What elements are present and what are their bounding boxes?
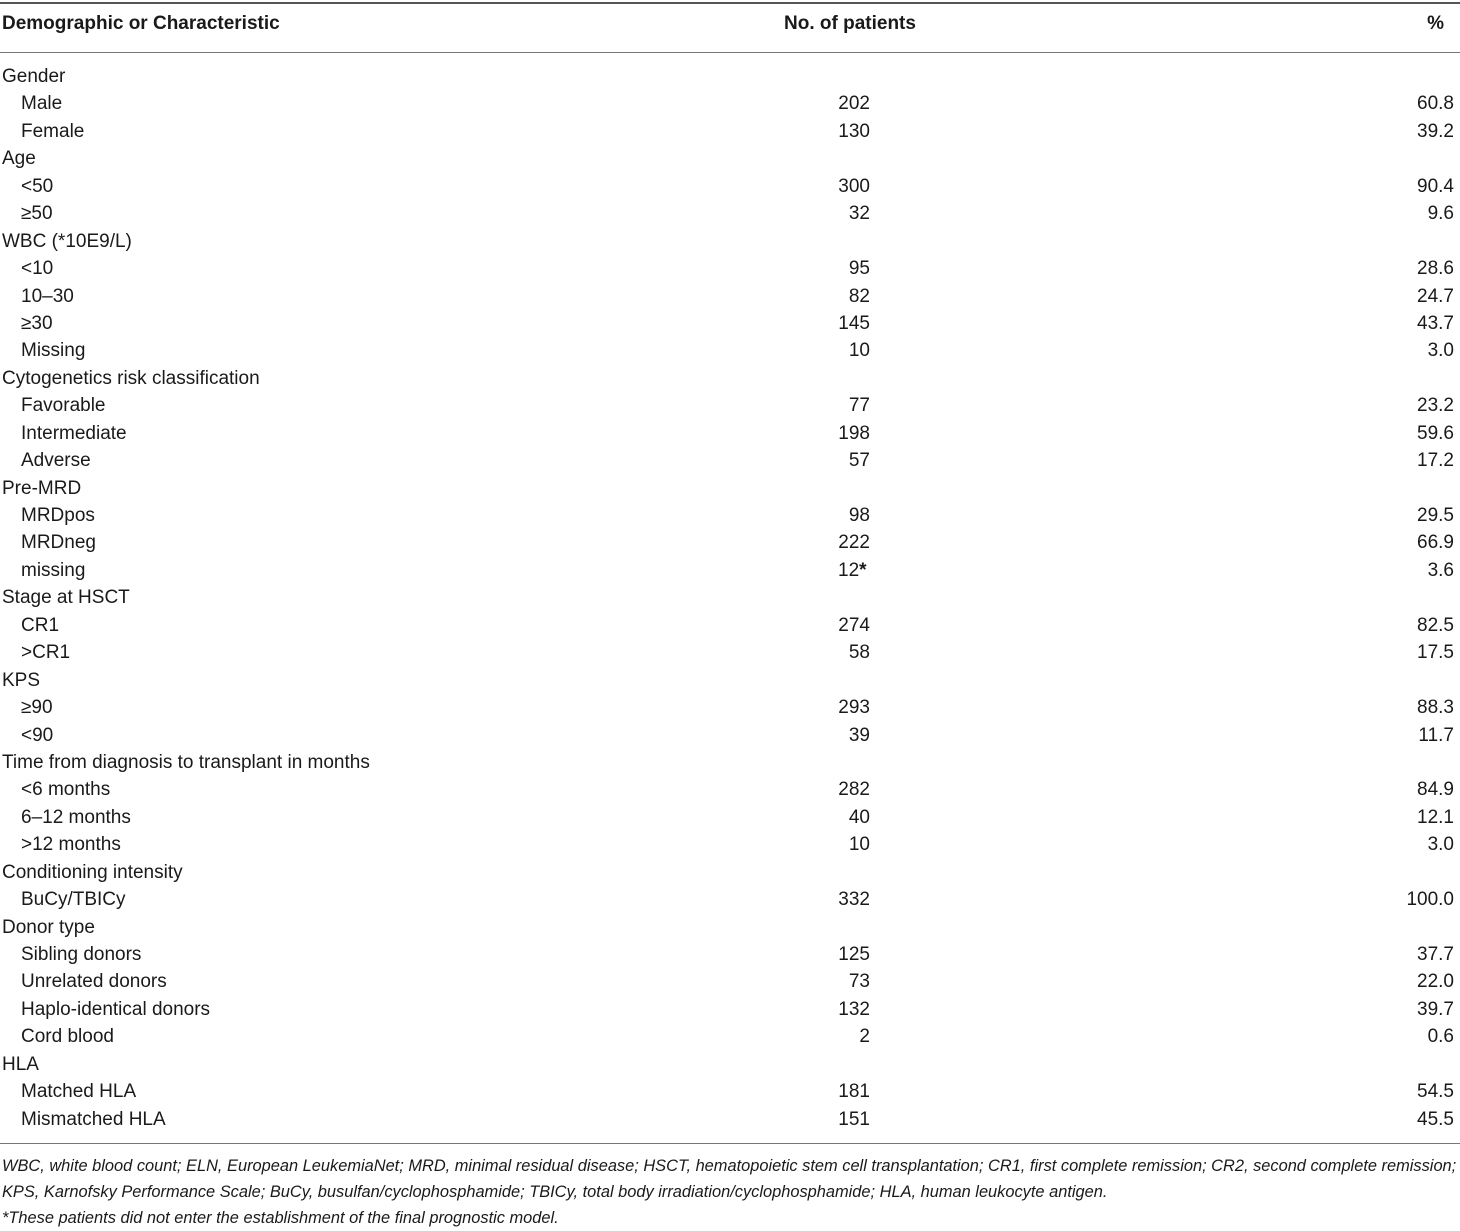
table-header-row [0,13,1460,41]
patients-cell [838,200,870,227]
row-label: missing [21,559,86,581]
row-label: ≥30 [21,312,53,334]
table-row [0,831,1460,858]
patients-cell [838,447,870,474]
group-label: Time from diagnosis to transplant in months [2,751,370,773]
table-row [0,804,1460,831]
percent-value: 54.5 [1417,1081,1454,1103]
table-group-row [0,365,1460,392]
patients-cell [838,1078,870,1105]
percent-value: 88.3 [1417,697,1454,719]
percent-value: 37.7 [1417,944,1454,965]
header-characteristic: Demographic or Characteristic [2,13,280,34]
patients-value: 58 [848,642,870,664]
percent-value: 23.2 [1417,395,1454,417]
table-group-row [0,584,1460,611]
patients-value: 10 [848,834,870,856]
patients-cell [838,557,880,584]
patients-cell [838,639,870,666]
patients-value: 10 [848,340,870,362]
table-row [0,996,1460,1023]
row-label: Male [21,93,63,115]
group-label: Pre-MRD [2,477,82,499]
table-row [0,118,1460,145]
table-row [0,529,1460,556]
table-row [0,200,1460,227]
row-label: ≥90 [21,697,53,719]
percent-value: 59.6 [1417,422,1454,444]
table-row [0,1023,1460,1050]
patients-cell [838,255,870,282]
table-group-row [0,145,1460,172]
patients-cell [838,776,870,803]
patients-value: 12 [838,559,860,581]
group-label: Gender [2,66,66,87]
group-label: KPS [2,669,41,691]
table-group-row [0,914,1460,941]
row-label: <10 [21,258,54,280]
percent-value: 39.7 [1417,998,1454,1020]
group-label: Donor type [2,916,95,938]
table-row [0,1106,1460,1133]
percent-value: 90.4 [1417,175,1454,197]
row-label: Female [21,120,85,142]
row-label: <90 [21,724,54,746]
table-row [0,612,1460,639]
percent-value: 43.7 [1417,312,1454,334]
table-row [0,968,1460,995]
row-label: Unrelated donors [21,971,167,993]
patients-cell [838,529,870,556]
row-label: 10–30 [21,285,74,307]
patients-value: 40 [848,806,870,828]
table-group-row [0,667,1460,694]
patients-cell [838,392,870,419]
table-bottom-rule [0,1143,1460,1144]
table-row [0,420,1460,447]
patients-cell [838,173,870,200]
row-label: Missing [21,340,86,362]
footnote-asterisk: *These patients did not enter the establishment of the final prognostic model. [2,1209,559,1227]
percent-value: 0.6 [1427,1026,1454,1048]
group-label: Conditioning intensity [2,861,183,883]
table-row [0,776,1460,803]
percent-value: 29.5 [1417,505,1454,526]
row-label: BuCy/TBICy [21,889,126,911]
percent-value: 45.5 [1417,1108,1454,1130]
percent-value: 24.7 [1417,285,1454,307]
row-label: >CR1 [21,642,71,664]
patients-value: 145 [838,312,870,334]
patients-cell [838,1106,870,1133]
patients-value: 98 [848,505,870,526]
patients-cell [838,90,870,117]
patients-cell [838,1023,870,1050]
table-row [0,283,1460,310]
group-label: Age [2,148,36,170]
patients-cell [838,337,870,364]
header-percent: % [1427,13,1444,34]
percent-value: 66.9 [1417,532,1454,554]
row-label: CR1 [21,614,60,636]
patients-value: 132 [838,998,870,1020]
table-row [0,722,1460,749]
percent-value: 3.0 [1427,340,1454,362]
patients-value: 151 [838,1108,870,1130]
table-row [0,310,1460,337]
patients-cell [838,968,870,995]
percent-value: 39.2 [1417,120,1454,142]
patients-cell [838,722,870,749]
patients-cell [838,694,870,721]
patients-value: 73 [848,971,870,993]
table-row [0,173,1460,200]
percent-value: 3.0 [1427,834,1454,856]
percent-value: 3.6 [1427,559,1454,581]
row-label: Favorable [21,395,106,417]
percent-value: 12.1 [1417,806,1454,828]
footnote-abbreviations: WBC, white blood count; ELN, European LeukemiaNet; MRD, minimal residual disease; HSCT, hematopoietic stem cell transplantation; CR1, first complete remission; CR2, second complete remission; KPS, Karnofsky Performance Scale; BuCy, busulfan/cyclophosphamide; TBICy, total body irradiation/cyclophosphamide; HLA, human leukocyte antigen. [2,1157,1457,1201]
row-label: 6–12 months [21,806,131,828]
percent-value: 60.8 [1417,93,1454,115]
patients-value: 2 [859,1026,870,1048]
row-label: MRDneg [21,532,96,554]
patients-value: 95 [848,258,870,280]
row-label: Matched HLA [21,1081,137,1103]
row-label: MRDpos [21,505,95,526]
patients-value: 77 [848,395,870,417]
table-row [0,694,1460,721]
patients-value: 293 [838,697,870,719]
patients-value: 39 [848,724,870,746]
patients-value: 300 [838,175,870,197]
row-label: <6 months [21,779,111,801]
table-row [0,557,1460,584]
table-footnotes [2,1153,1458,1231]
patients-value: 32 [848,203,870,225]
row-label: Cord blood [21,1026,114,1048]
table-row [0,886,1460,913]
patients-cell [838,612,870,639]
header-patients: No. of patients [784,13,916,34]
patients-value: 57 [848,450,870,472]
patients-cell [838,886,870,913]
patients-value: 198 [838,422,870,444]
footnote-marker: * [859,559,867,581]
table-row [0,447,1460,474]
patients-cell [838,283,870,310]
patients-value: 130 [838,120,870,142]
table-row [0,502,1460,529]
percent-value: 17.5 [1417,642,1454,664]
patients-value: 274 [838,614,870,636]
table-row [0,90,1460,117]
percent-value: 82.5 [1417,614,1454,636]
percent-value: 22.0 [1417,971,1454,993]
percent-value: 9.6 [1427,203,1454,225]
row-label: <50 [21,175,54,197]
table-group-row [0,1051,1460,1078]
row-label: Haplo-identical donors [21,998,211,1020]
table-header-rule [0,52,1460,53]
row-label: Mismatched HLA [21,1108,166,1130]
percent-value: 28.6 [1417,258,1454,280]
patients-cell [838,310,870,337]
group-label: HLA [2,1053,39,1075]
patients-value: 82 [848,285,870,307]
group-label: Stage at HSCT [2,587,130,609]
patients-value: 125 [838,944,870,965]
patients-cell [838,941,870,968]
patients-cell [838,502,870,529]
percent-value: 84.9 [1417,779,1454,801]
patients-value: 181 [838,1081,870,1103]
row-label: Intermediate [21,422,127,444]
table-row [0,1078,1460,1105]
table-group-row [0,63,1460,90]
table-row [0,639,1460,666]
patients-cell [838,118,870,145]
group-label: Cytogenetics risk classification [2,367,260,389]
table-row [0,337,1460,364]
table-group-row [0,228,1460,255]
table-body [0,63,1460,1133]
row-label: Sibling donors [21,944,142,965]
patients-cell [838,804,870,831]
table-row [0,255,1460,282]
patients-value: 222 [838,532,870,554]
row-label: Adverse [21,450,91,472]
patients-value: 332 [838,889,870,911]
percent-value: 100.0 [1406,889,1454,911]
patients-cell [838,831,870,858]
table-top-rule [0,2,1460,4]
table-row [0,392,1460,419]
row-label: ≥50 [21,203,53,225]
table-group-row [0,749,1460,776]
group-label: WBC (*10E9/L) [2,230,132,252]
patients-value: 282 [838,779,870,801]
table-group-row [0,475,1460,502]
row-label: >12 months [21,834,121,856]
table-row [0,941,1460,968]
patients-value: 202 [838,93,870,115]
percent-value: 17.2 [1417,450,1454,472]
patients-cell [838,996,870,1023]
percent-value: 11.7 [1418,724,1454,746]
table-group-row [0,859,1460,886]
patients-cell [838,420,870,447]
